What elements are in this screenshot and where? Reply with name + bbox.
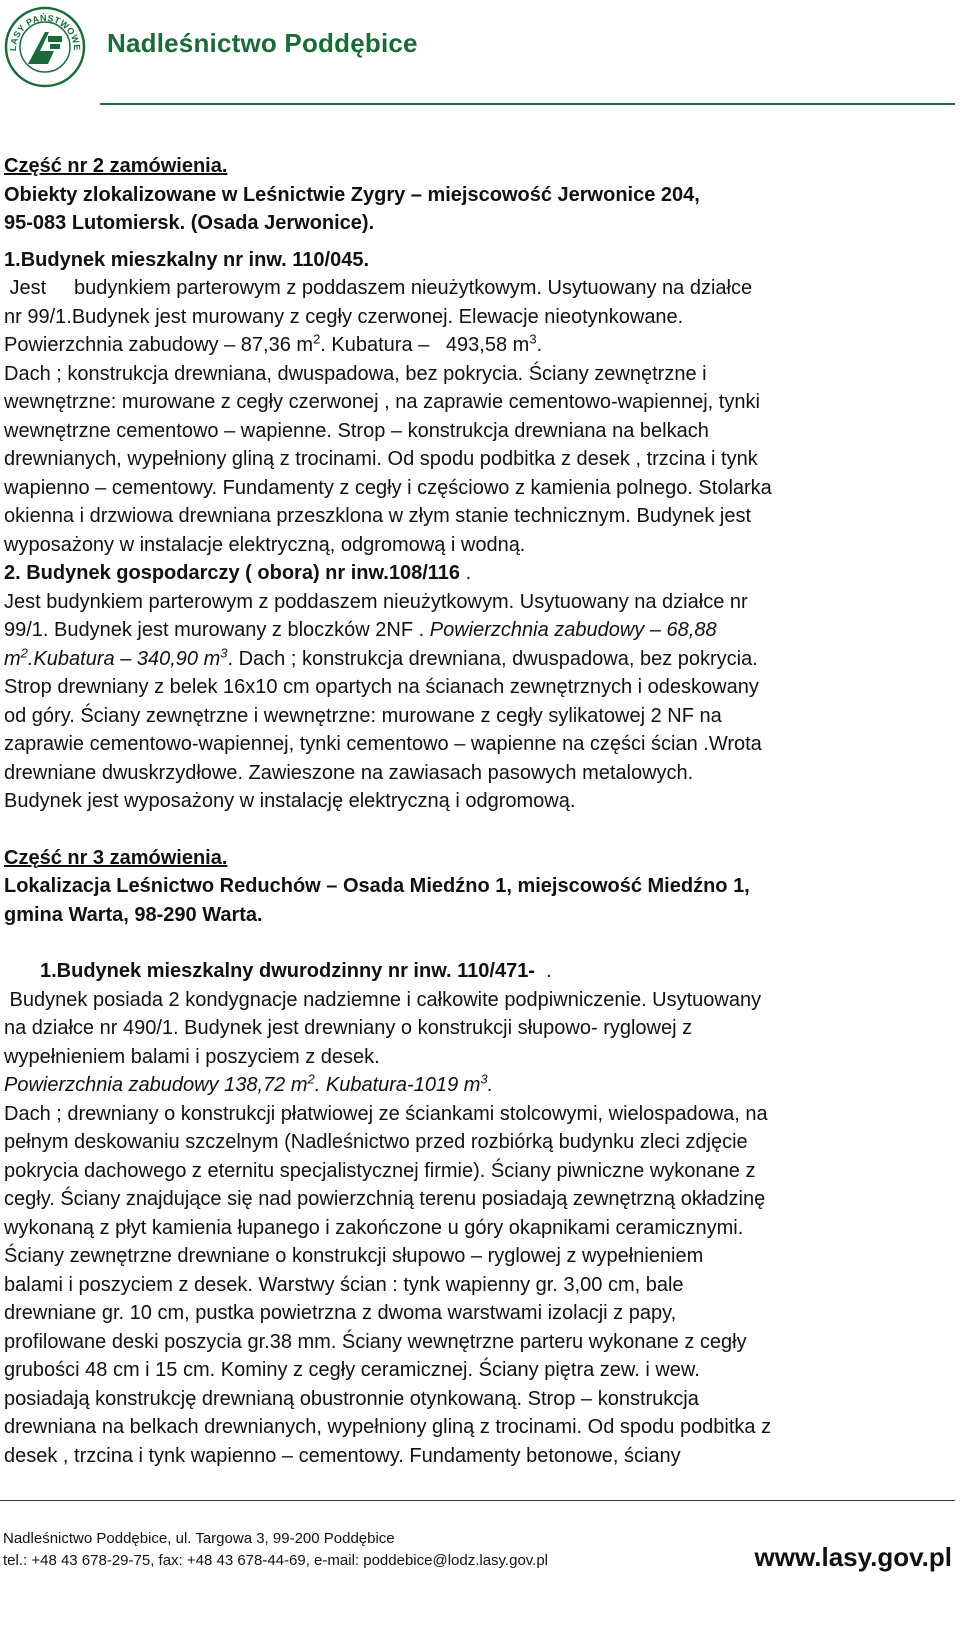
logo-text: LASY PAŃSTWOWE (7, 12, 83, 52)
body-line: wewnętrzne cementowo – wapienne. Strop – konstrukcja drewniana na belkach (4, 419, 709, 442)
body-line: zaprawie cementowo-wapiennej, tynki cementowo – wapienne na części ścian .Wrota (4, 733, 762, 755)
part3-building1-title (4, 957, 956, 986)
body-text: . Dach ; konstrukcja drewniana, dwuspadowa, bez pokrycia. (227, 647, 758, 670)
part2-location-line-1: Obiekty zlokalizowane w Leśnictwie Zygry – miejscowość Jerwonice 204, (4, 183, 700, 206)
volume-line (4, 645, 956, 674)
body-line: Dach ; konstrukcja drewniana, dwuspadowa, bez pokrycia. Ściany zewnętrzne i (4, 362, 707, 385)
building2-title-tail: . (460, 562, 472, 584)
body-line: pokrycia dachowego z eternitu specjalistycznej firmie). Ściany piwniczne wykonane z (4, 1159, 756, 1182)
body-line: drewnianych, wypełniony gliną z trocinami. Od spodu podbitka z desek , trzcina i tynk (4, 448, 758, 470)
area-text: Powierzchnia zabudowy – 87,36 m (4, 334, 314, 356)
footer-address: Nadleśnictwo Poddębice, ul. Targowa 3, 99-200 Poddębice (3, 1530, 395, 1547)
building1-number: 1. (4, 248, 21, 271)
part2-building1-title (4, 246, 956, 275)
body-text: 99/1. Budynek jest murowany z bloczków 2NF . (4, 619, 430, 641)
footer-contact: tel.: +48 43 678-29-75, fax: +48 43 678-44-69, e-mail: poddebice@lodz.lasy.gov.pl (3, 1552, 549, 1569)
body-line: grubości 48 cm i 15 cm. Kominy z cegły ceramicznej. Ściany piętra zew. i wew. (4, 1359, 700, 1381)
area-volume-line (4, 331, 956, 360)
unit-text: m (4, 647, 21, 670)
part3-heading: Część nr 3 zamówienia. (4, 846, 228, 869)
body-line: desek , trzcina i tynk wapienno – cementowy. Fundamenty betonowe, ściany (4, 1444, 681, 1467)
building2-title-text: 2. Budynek gospodarczy ( obora) nr inw.108/116 (4, 562, 461, 584)
area-text: Powierzchnia zabudowy 138,72 m (4, 1074, 308, 1096)
page-footer (0, 1500, 960, 1625)
volume-text: .Kubatura – 340,90 m (27, 647, 221, 670)
lasy-panstwowe-logo (4, 6, 86, 88)
superscript: 2 (307, 1071, 315, 1087)
body-line: Jest budynkiem parterowym z poddaszem nieużytkowym. Usytuowany na działce nr (4, 590, 748, 613)
body-line: drewniane gr. 10 cm, pustka powietrzna z dwoma warstwami izolacji z papy, (4, 1302, 677, 1324)
body-line: posiadają konstrukcję drewnianą obustronnie otynkowaną. Strop – konstrukcja (4, 1387, 699, 1410)
body-line: Budynek jest wyposażony w instalację elektryczną i odgromową. (4, 790, 576, 812)
volume-text: . Kubatura-1019 m (314, 1074, 481, 1096)
footer-website-link[interactable]: www.lasy.gov.pl (754, 1542, 952, 1572)
superscript: 3 (480, 1071, 488, 1087)
body-line: drewniane dwuskrzydłowe. Zawieszone na zawiasach pasowych metalowych. (4, 761, 694, 784)
body-line: Ściany zewnętrzne drewniane o konstrukcji słupowo – ryglowej z wypełnieniem (4, 1245, 704, 1267)
period: . (487, 1074, 494, 1096)
building1-title-text: Budynek mieszkalny nr inw. 110/045. (20, 248, 369, 271)
building1-title-text: 1.Budynek mieszkalny dwurodzinny nr inw. 110/471- (40, 960, 535, 982)
body-line: od góry. Ściany zewnętrzne i wewnętrzne: murowane z cegły sylikatowej 2 NF na (4, 704, 722, 727)
org-title: Nadleśnictwo Poddębice (107, 28, 418, 58)
footer-divider (0, 1500, 955, 1501)
header-divider (100, 103, 955, 105)
body-line: Jest budynkiem parterowym z poddaszem nieużytkowym. Usytuowany na działce (4, 277, 753, 299)
body-line: okienna i drzwiowa drewniana przeszklona w złym stanie technicznym. Budynek jest (4, 505, 752, 527)
volume-text: . Kubatura – 493,58 m (320, 334, 530, 356)
part2-heading: Część nr 2 zamówienia. (4, 155, 228, 177)
body-line: cegły. Ściany znajdujące się nad powierzchnią terenu posiadają zewnętrzną okładzinę (4, 1188, 766, 1210)
body-line: wykonaną z płyt kamienia łupanego i zakończone u góry okapnikami ceramicznymi. (4, 1216, 744, 1239)
body-line: profilowane deski poszycia gr.38 mm. Ściany wewnętrzne parteru wykonane z cegły (4, 1330, 747, 1353)
area-line (4, 616, 956, 645)
body-line: pełnym deskowaniu szczelnym (Nadleśnictwo przed rozbiórką budynku zleci zdjęcie (4, 1131, 748, 1153)
part3-location-line-2: gmina Warta, 98-290 Warta. (4, 903, 263, 926)
body-line: balami i poszyciem z desek. Warstwy ścian : tynk wapienny gr. 3,00 cm, bale (4, 1273, 684, 1296)
superscript: 2 (313, 331, 321, 347)
area-text: Powierzchnia zabudowy – 68,88 (429, 619, 717, 641)
body-line: Dach ; drewniany o konstrukcji płatwiowej ze ściankami stolcowymi, wielospadowa, na (4, 1102, 768, 1125)
body-line: Strop drewniany z belek 16x10 cm opartych na ścianach zewnętrznych i odeskowany (4, 676, 759, 698)
part3-location-line-1: Lokalizacja Leśnictwo Reduchów – Osada Miedźno 1, miejscowość Miedźno 1, (4, 875, 750, 897)
period: . (536, 334, 543, 356)
page-header (0, 0, 960, 110)
part2-building2-title (4, 559, 956, 588)
superscript: 3 (529, 331, 537, 347)
body-line: drewniana na belkach drewnianych, wypełniony gliną z trocinami. Od spodu podbitka z (4, 1416, 772, 1438)
body-line: wapienno – cementowy. Fundamenty z cegły i częściowo z kamienia polnego. Stolarka (4, 476, 772, 499)
part2-location-line-2: 95-083 Lutomiersk. (Osada Jerwonice). (4, 212, 375, 234)
body-line: nr 99/1.Budynek jest murowany z cegły czerwonej. Elewacje nieotynkowane. (4, 305, 684, 328)
body-line: wewnętrzne: murowane z cegły czerwonej , na zaprawie cementowo-wapiennej, tynki (4, 391, 760, 413)
body-line: wyposażony w instalacje elektryczną, odgromową i wodną. (4, 533, 526, 556)
area-volume-line (4, 1071, 956, 1100)
body-line: wypełnieniem balami i poszyciem z desek. (4, 1045, 380, 1068)
document-body (4, 152, 956, 1470)
building1-title-tail: . (534, 960, 552, 982)
body-line: Budynek posiada 2 kondygnacje nadziemne i całkowite podpiwniczenie. Usytuowany (4, 988, 762, 1011)
superscript: 3 (220, 644, 228, 660)
superscript: 2 (20, 644, 28, 660)
body-line: na działce nr 490/1. Budynek jest drewniany o konstrukcji słupowo- ryglowej z (4, 1017, 693, 1039)
